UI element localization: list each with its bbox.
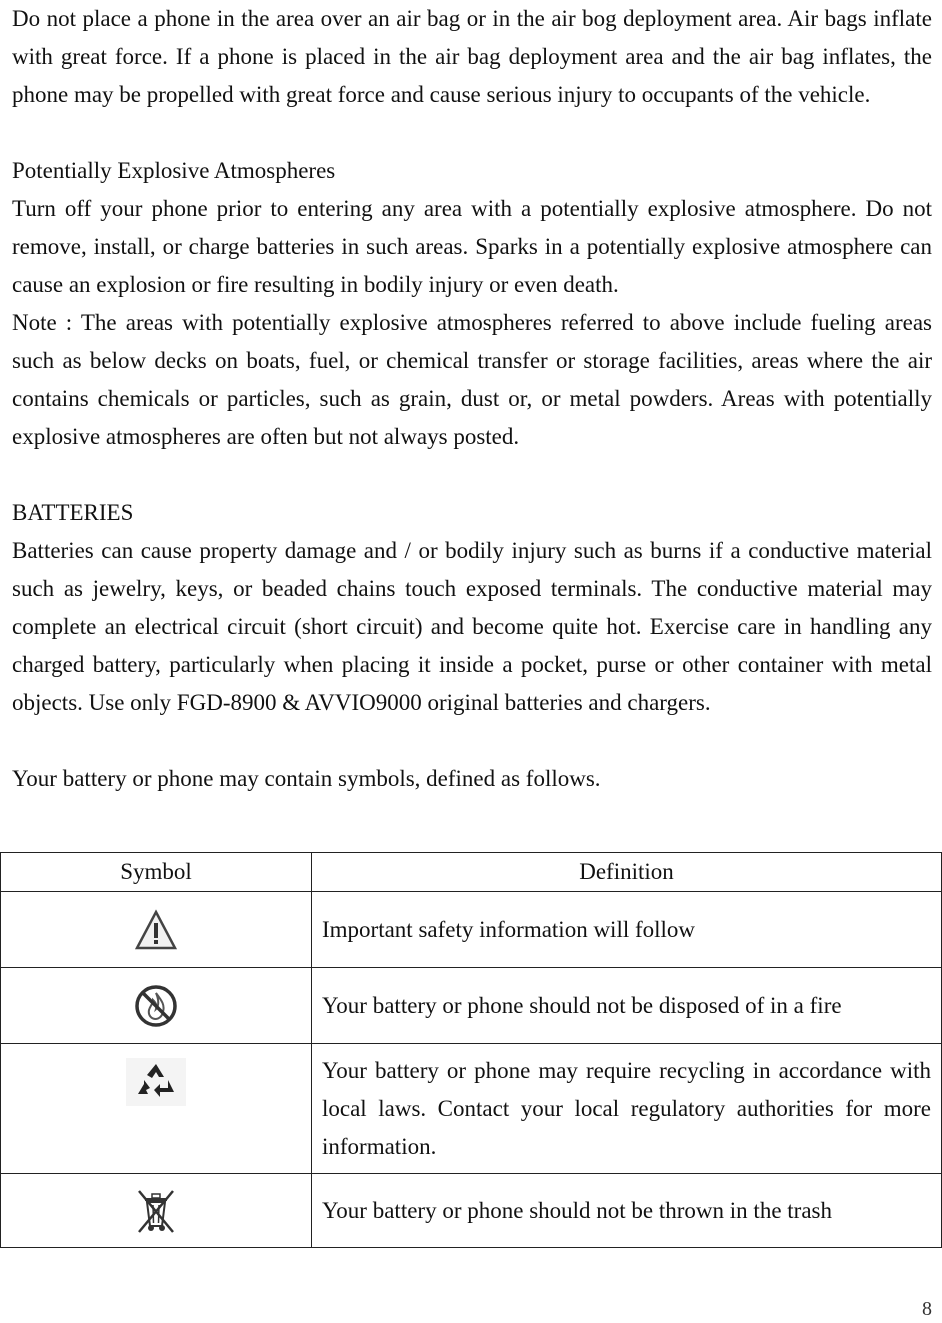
definition-cell: Your battery or phone should not be disposed of in a fire — [312, 968, 942, 1044]
batteries-heading: BATTERIES — [12, 500, 134, 525]
symbols-intro: Your battery or phone may contain symbols, defined as follows. — [12, 766, 601, 791]
recycle-icon — [1, 1044, 312, 1174]
definition-cell: Your battery or phone may require recycling in accordance with local laws. Contact your local regulatory authorities for more information. — [312, 1044, 942, 1174]
explosive-heading: Potentially Explosive Atmospheres — [12, 158, 336, 183]
symbols-table — [0, 852, 942, 1248]
definition-cell: Important safety information will follow — [312, 892, 942, 968]
no-fire-icon — [1, 968, 312, 1044]
airbag-paragraph: Do not place a phone in the area over an air bag or in the air bog deployment area. Air bags inflate with great force. If a phone is placed in the air bag deployment area and the air bag inflates, the phone may be propelled with great force and cause serious injury to occupants of the vehicle. — [12, 6, 932, 107]
table-header-row — [1, 853, 942, 892]
batteries-paragraph: Batteries can cause property damage and / or bodily injury such as burns if a conductive material such as jewelry, keys, or beaded chains touch exposed terminals. The conductive material may complete an electrical circuit (short circuit) and become quite hot. Exercise care in handling any charged battery, particularly when placing it inside a pocket, purse or other container with metal objects. Use only FGD-8900 & AVVIO9000 original batteries and chargers. — [12, 538, 932, 715]
table-row — [1, 968, 942, 1044]
warning-triangle-icon — [1, 892, 312, 968]
page-number: 8 — [922, 1298, 932, 1320]
symbol-column-header: Symbol — [1, 853, 312, 892]
table-row — [1, 1044, 942, 1174]
document-body — [12, 0, 932, 798]
explosive-paragraph: Turn off your phone prior to entering any area with a potentially explosive atmosphere. Do not remove, install, or charge batteries in such areas. Sparks in a potentially explosive atmosphere can cause an explosion or fire resulting in bodily injury or even death. — [12, 196, 932, 297]
table-row — [1, 892, 942, 968]
table-row — [1, 1174, 942, 1248]
definition-column-header: Definition — [312, 853, 942, 892]
crossed-trash-bin-icon — [1, 1174, 312, 1248]
explosive-note: Note : The areas with potentially explosive atmospheres referred to above include fueling areas such as below decks on boats, fuel, or chemical transfer or storage facilities, areas where the air contains chemicals or particles, such as grain, dust or, or metal powders. Areas with potentially explosive atmospheres are often but not always posted. — [12, 310, 932, 449]
definition-cell: Your battery or phone should not be thrown in the trash — [312, 1174, 942, 1248]
